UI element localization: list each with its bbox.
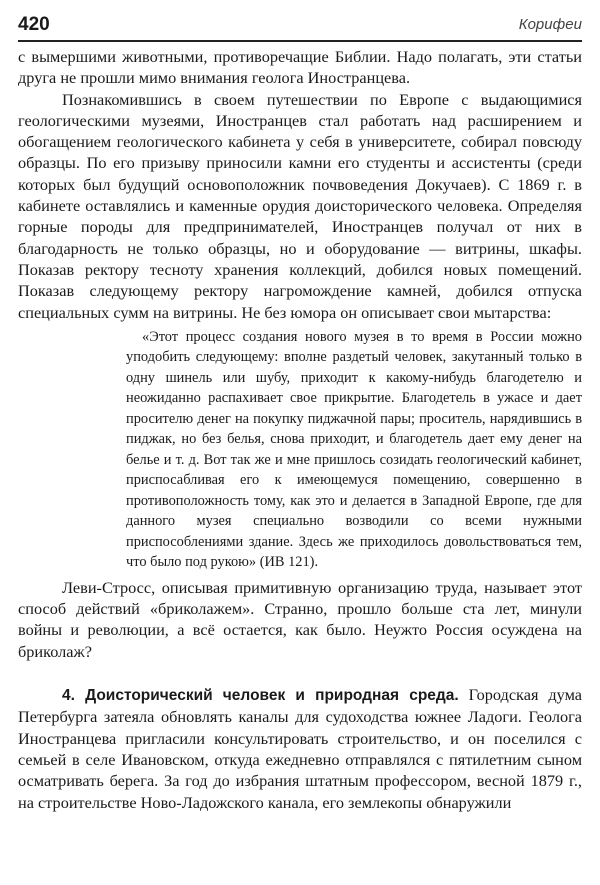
- page-header: [18, 12, 582, 42]
- paragraph-bricolage: Леви-Стросс, описывая примитивную организацию труда, называет этот способ действий «бриколажем». Странно, прошло больше ста лет, минули войны и революции, а всё остается, как было. Неужто Россия осуждена на бриколаж?: [18, 577, 582, 661]
- paragraph-continuation: с вымершими животными, противоречащие Библии. Надо полагать, эти статьи друга не прошли мимо внимания геолога Иностранцева.: [18, 47, 582, 88]
- paragraph-museum: Познакомившись в своем путешествии по Европе с выдающимися геологическими музеями, Иностранцев стал работать над расширением и обогащением геологического кабинета у себя в университете, собирал повсюду образцы. По его призыву приносили камни его студенты и ассистенты (среди которых был будущий основоположник почвоведения Докучаев). С 1869 г. в кабинете оставлялись и каменные орудия доисторического человека. Определяя горные породы для предпринимателей, Иностранцев получал от них в благодарность не только образцы, но и оборудование — витрины, шкафы. Показав ректору тесноту хранения коллекций, добился новых помещений. Показав следующему ректору нагромождение камней, добился отпуска специальных сумм на витрины. Не без юмора он описывает свои мытарства:: [18, 89, 582, 322]
- running-title: Корифеи: [518, 16, 582, 33]
- section-text: Городская дума Петербурга затеяла обновлять каналы для судоходства южнее Ладоги. Геолога Иностранцева пригласили консультировать строительство, и он поселился с семьей в селе Ивановском, откуда ежедневно отправлялся с пятилетним сыном осматривать берега. За год до избрания штатным профессором, весной 1879 г., на строительстве Ново-Ладожского канала, его землекопы обнаружили: [18, 685, 582, 812]
- page-body: [18, 46, 582, 813]
- section-paragraph: [18, 684, 582, 813]
- section-heading: 4. Доисторический человек и природная среда.: [62, 687, 459, 705]
- block-quote: «Этот процесс создания нового музея в то время в России можно уподобить следующему: вполне раздетый человек, закутанный только в одну шинель или шубу, приходит к какому-нибудь благодетелю и неожиданно распахивает свое прикрытие. Благодетель в ужасе и дает просителю денег на покупку пиджачной пары; проситель, нарядившись в пиджак, но без белья, снова приходит, и благодетель дает ему денег на белье и т. д. Вот так же и мне пришлось созидать геологический кабинет, приспосабливая его к имеющемуся помещению, совершенно в противоположность тому, как это и делается в Западной Европе, где для данного музея специально возводили со всеми нужными приспособлениями здание. Здесь же приходилось довольствоваться тем, что было под рукою» (ИВ 121).: [126, 328, 582, 571]
- page-number: 420: [18, 14, 50, 35]
